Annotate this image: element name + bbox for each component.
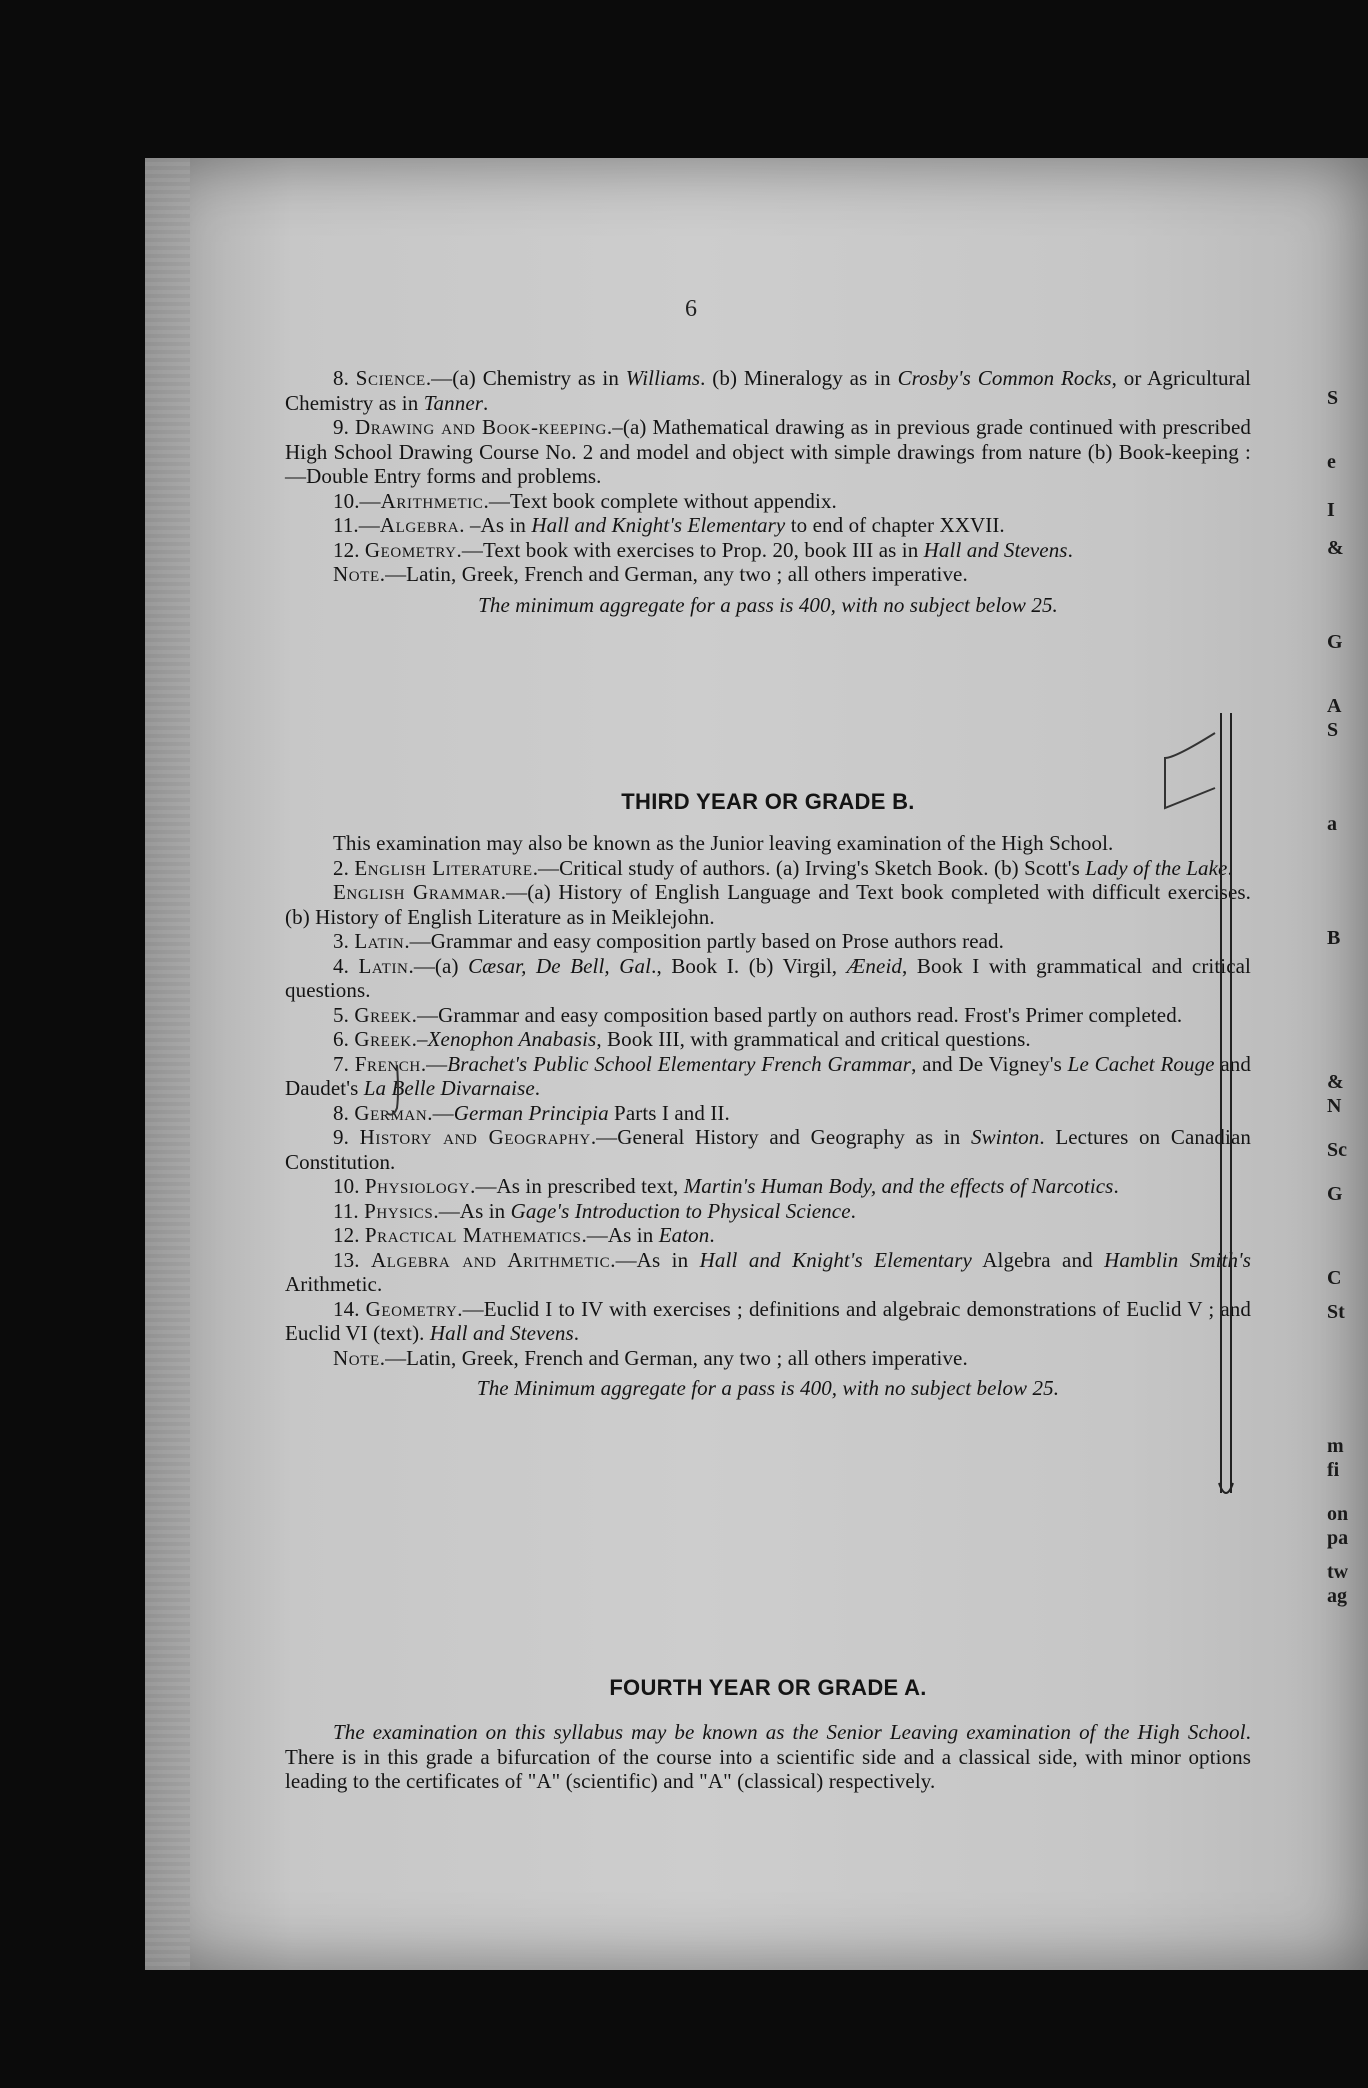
edge-fragment: on — [1327, 1503, 1349, 1525]
binding-edge — [145, 158, 190, 1970]
item-drawing: 9. Drawing and Book-keeping.–(a) Mathematical drawing as in previous grade continued with prescribed High School Drawing Course No. 2 and model and object with simple drawings from nature (b) Book-keeping :—Double Entry forms and problems. — [285, 415, 1251, 488]
pencil-tick — [385, 1063, 405, 1123]
heading-grade-a: FOURTH YEAR OR GRADE A. — [609, 1675, 927, 1700]
edge-fragment: B — [1327, 927, 1341, 949]
edge-fragment: a — [1327, 813, 1337, 835]
grade-b-item: 12. Practical Mathematics.—As in Eaton. — [333, 1223, 715, 1247]
edge-fragment: Sc — [1327, 1139, 1347, 1161]
grade-b-item: 10. Physiology.—As in prescribed text, Martin's Human Body, and the effects of Narcotics. — [333, 1174, 1119, 1198]
margin-ruler-mark — [1215, 713, 1237, 1503]
item-science: 8. Science.—(a) Chemistry as in Williams. (b) Mineralogy as in Crosby's Common Rocks, or Agricultural Chemistry as in Tanner. — [285, 366, 1251, 415]
grade-b-item: 6. Greek.–Xenophon Anabasis, Book III, with grammatical and critical questions. — [333, 1027, 1031, 1051]
edge-fragment: G — [1327, 631, 1343, 653]
edge-fragment: I — [1327, 499, 1335, 521]
grade-b-section — [285, 831, 1251, 1401]
grade-c-section — [285, 366, 1251, 617]
pencil-mark — [1155, 728, 1225, 818]
grade-b-item: 3. Latin.—Grammar and easy composition partly based on Prose authors read. — [333, 929, 1005, 953]
note-grade-c: Note.—Latin, Greek, French and German, any two ; all others imperative. — [333, 562, 968, 586]
edge-fragment: fi — [1327, 1459, 1340, 1481]
grade-b-item: 8. German.—German Principia Parts I and II. — [333, 1100, 730, 1125]
page-number: 6 — [685, 296, 697, 322]
edge-fragment: tw — [1327, 1561, 1349, 1583]
heading-grade-b: THIRD YEAR OR GRADE B. — [621, 789, 915, 814]
edge-fragment: & — [1327, 1071, 1344, 1093]
grade-b-item: 4. Latin.—(a) Cæsar, De Bell, Gal., Book I. (b) Virgil, Æneid, Book I with grammatical and critical questions. — [285, 953, 1251, 1002]
minimum-grade-b: The Minimum aggregate for a pass is 400, with no subject below 25. — [476, 1376, 1060, 1400]
edge-fragment: A — [1327, 695, 1342, 717]
note-grade-b: Note.—Latin, Greek, French and German, any two ; all others imperative. — [333, 1345, 968, 1370]
grade-b-item: 5. Greek.—Grammar and easy composition based partly on authors read. Frost's Primer completed. — [333, 1002, 1183, 1027]
edge-fragment: G — [1327, 1183, 1343, 1205]
minimum-grade-c: The minimum aggregate for a pass is 400, with no subject below 25. — [478, 592, 1058, 617]
item-arithmetic: 10.—Arithmetic.—Text book complete without appendix. — [333, 488, 837, 513]
grade-b-item: English Grammar.—(a) History of English Language and Text book completed with difficult exercises. (b) History of English Literature as in Meiklejohn. — [285, 880, 1252, 929]
edge-fragment: S — [1327, 387, 1339, 409]
grade-b-item: 2. English Literature.—Critical study of authors. (a) Irving's Sketch Book. (b) Scott's Lady of the Lake. — [333, 855, 1233, 880]
grade-a-intro: The examination on this syllabus may be known as the Senior Leaving examination of the High School. There is in this grade a bifurcation of the course into a scientific side and a classical side, with minor options leading to the certificates of "A" (scientific) and "A" (classical) respectively. — [285, 1720, 1251, 1793]
edge-fragment: m — [1327, 1435, 1344, 1457]
grade-b-item: 7. French.—Brachet's Public School Elementary French Grammar, and De Vigney's Le Cachet Rouge and Daudet's La Belle Divarnaise. — [285, 1051, 1251, 1100]
edge-fragment: St — [1327, 1301, 1345, 1323]
edge-fragment: N — [1327, 1095, 1342, 1117]
grade-b-item: 9. History and Geography.—General History and Geography as in Swinton. Lectures on Canadian Constitution. — [285, 1125, 1251, 1174]
grade-b-intro: This examination may also be known as the Junior leaving examination of the High School. — [333, 831, 1114, 855]
edge-fragment: C — [1327, 1267, 1342, 1289]
grade-b-item: 13. Algebra and Arithmetic.—As in Hall and Knight's Elementary Algebra and Hamblin Smith's Arithmetic. — [285, 1247, 1251, 1296]
adjacent-page-fragments — [1327, 338, 1367, 1608]
edge-fragment: e — [1327, 451, 1336, 473]
item-geometry: 12. Geometry.—Text book with exercises to Prop. 20, book III as in Hall and Stevens. — [333, 537, 1073, 562]
grade-b-item: 11. Physics.—As in Gage's Introduction to Physical Science. — [333, 1198, 856, 1223]
item-algebra: 11.—Algebra. –As in Hall and Knight's Elementary to end of chapter XXVII. — [333, 513, 1005, 537]
document-page — [145, 158, 1368, 1970]
edge-fragment: S — [1327, 719, 1339, 741]
edge-fragment: pa — [1327, 1527, 1349, 1549]
edge-fragment: ag — [1327, 1585, 1347, 1607]
grade-b-item: 14. Geometry.—Euclid I to IV with exercises ; definitions and algebraic demonstrations of Euclid V ; and Euclid VI (text). Hall and Stevens. — [285, 1296, 1252, 1345]
edge-fragment: & — [1327, 537, 1344, 559]
